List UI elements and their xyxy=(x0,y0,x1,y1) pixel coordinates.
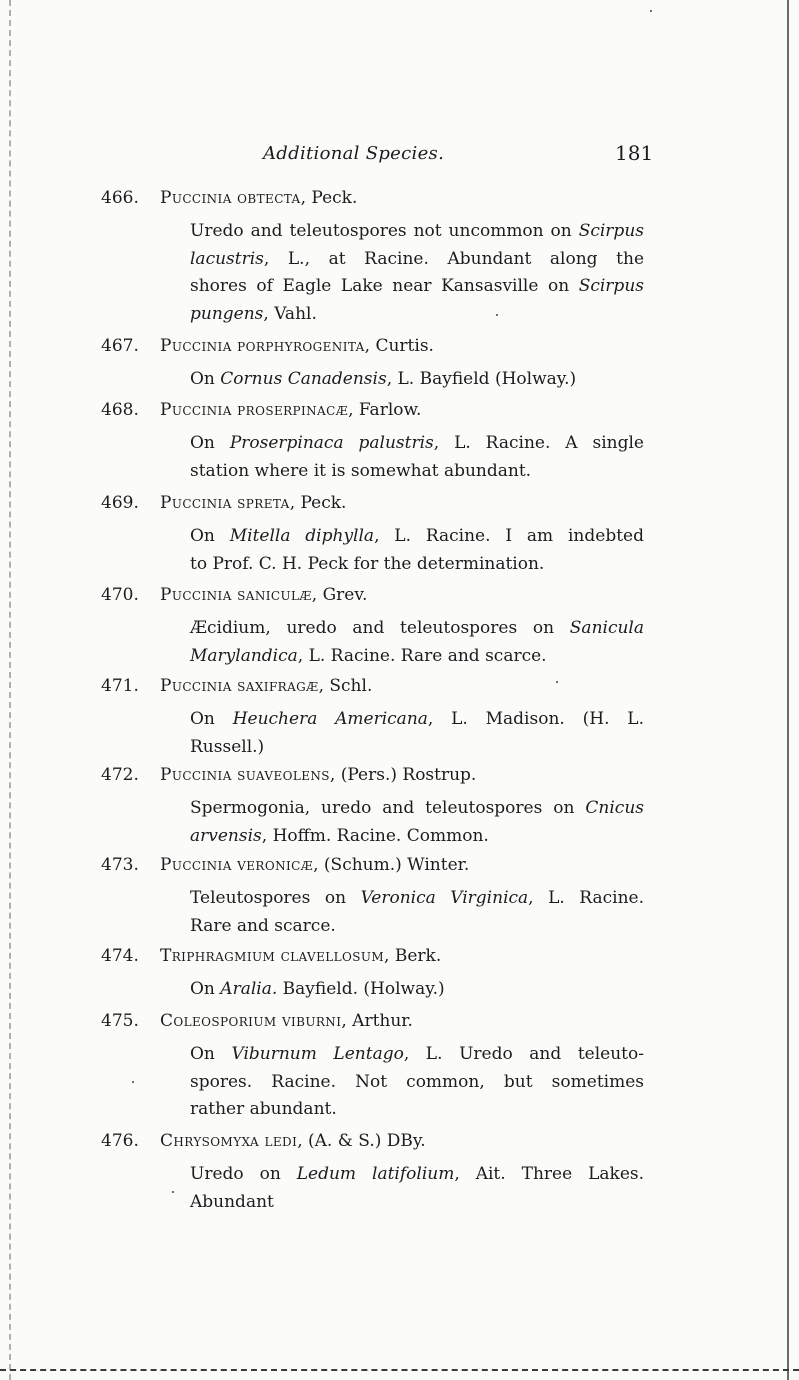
entry-description xyxy=(190,1161,644,1216)
entry-number: 471. xyxy=(101,676,139,696)
entry-number: 474. xyxy=(101,946,139,966)
species-epithet: spreta xyxy=(237,493,290,513)
species-name xyxy=(160,493,346,513)
species-name xyxy=(160,336,434,356)
page-number: 181 xyxy=(615,141,654,165)
authority: , Berk. xyxy=(384,946,442,966)
description-line xyxy=(190,458,644,486)
description-text: , L. Racine. I am indebted xyxy=(374,526,644,546)
species-epithet: suaveolens xyxy=(237,765,330,785)
description-line xyxy=(190,366,644,394)
description-text: Russell.) xyxy=(190,736,265,757)
entry-description xyxy=(190,615,644,670)
species-name xyxy=(160,1131,426,1151)
description-text: On xyxy=(190,526,230,546)
taxon-text: Cornus Canadensis xyxy=(220,369,387,389)
entry-number: 473. xyxy=(101,855,139,875)
taxon-text: lacustris xyxy=(190,248,264,269)
description-text: , Ait. Three Lakes. xyxy=(454,1164,645,1184)
genus-name: Puccinia xyxy=(160,493,232,513)
description-text: , L. Uredo and teleuto- xyxy=(403,1044,644,1064)
description-text: Abundant xyxy=(190,1191,274,1212)
description-text: shores of Eagle Lake near Kansasville on xyxy=(190,276,579,296)
description-text: Uredo and teleutospores not uncommon on xyxy=(190,221,579,241)
description-text: Rare and scarce. xyxy=(190,915,336,936)
species-name xyxy=(160,400,421,420)
taxon-text: Ledum latifolium xyxy=(296,1164,455,1184)
entry-number: 466. xyxy=(101,188,139,208)
authority: , Peck. xyxy=(289,493,347,513)
description-text: to Prof. C. H. Peck for the determination. xyxy=(190,553,545,574)
taxon-text: Viburnum Lentago xyxy=(231,1044,404,1064)
description-line xyxy=(190,218,644,246)
description-text: On xyxy=(190,1044,232,1064)
description-line xyxy=(190,795,644,823)
species-name xyxy=(160,1011,413,1031)
description-line xyxy=(190,1041,644,1069)
authority: , (Pers.) Rostrup. xyxy=(329,765,477,785)
entry-description xyxy=(190,885,644,940)
entry-description xyxy=(190,795,644,850)
page-header xyxy=(0,141,799,169)
taxon-text: Veronica Virginica xyxy=(360,888,529,908)
description-text: Æcidium, uredo and teleutospores on xyxy=(190,618,570,638)
description-text: , L., at Racine. Abundant along the xyxy=(263,248,644,269)
description-text: , Vahl. xyxy=(263,303,317,324)
species-epithet: viburni xyxy=(281,1011,342,1031)
taxon-text: Heuchera Americana xyxy=(232,709,428,729)
species-name xyxy=(160,765,476,785)
description-line xyxy=(190,913,644,941)
taxon-text: Aralia. xyxy=(220,979,278,999)
species-name xyxy=(160,855,469,875)
authority: , Curtis. xyxy=(364,336,434,356)
description-text: rather abundant. xyxy=(190,1099,337,1119)
species-epithet: proserpinacæ xyxy=(237,400,349,420)
entry-description xyxy=(190,218,644,328)
description-line xyxy=(190,246,644,274)
description-text: On xyxy=(190,709,233,729)
authority: , Arthur. xyxy=(341,1011,413,1031)
print-speck xyxy=(650,10,652,12)
entry-number: 469. xyxy=(101,493,139,513)
description-text: On xyxy=(190,979,221,999)
description-line xyxy=(190,1096,644,1124)
species-name xyxy=(160,946,441,966)
taxon-text: Sanicula xyxy=(569,618,644,638)
description-line xyxy=(190,615,644,643)
description-line xyxy=(190,1189,644,1217)
species-epithet: saxifragæ xyxy=(237,676,319,696)
print-speck xyxy=(172,1191,174,1193)
genus-name: Puccinia xyxy=(160,765,232,785)
description-line xyxy=(190,551,644,579)
description-text: Uredo on xyxy=(190,1164,297,1184)
species-epithet: porphyrogenita xyxy=(237,336,365,356)
entry-description xyxy=(190,1041,644,1124)
description-text: , L. Racine. A single xyxy=(433,433,644,453)
print-speck xyxy=(556,681,558,683)
genus-name: Puccinia xyxy=(160,855,232,875)
authority: , (A. & S.) DBy. xyxy=(297,1131,426,1151)
print-speck xyxy=(132,1081,134,1083)
taxon-text: Scirpus xyxy=(578,221,644,241)
description-line xyxy=(190,273,644,301)
scan-edge-bottom xyxy=(0,1369,799,1371)
authority: , Farlow. xyxy=(348,400,422,420)
taxon-text: Cnicus xyxy=(585,798,644,818)
entry-number: 476. xyxy=(101,1131,139,1151)
scan-edge-right xyxy=(787,0,789,1380)
authority: , Schl. xyxy=(318,676,373,696)
description-line xyxy=(190,523,644,551)
species-name xyxy=(160,676,372,696)
description-line xyxy=(190,1161,644,1189)
taxon-text: Proserpinaca palustris xyxy=(229,433,434,453)
scan-edge-left xyxy=(9,0,11,1380)
description-line xyxy=(190,976,644,1004)
description-line xyxy=(190,706,644,734)
description-line xyxy=(190,734,644,762)
species-epithet: saniculæ xyxy=(237,585,312,605)
taxon-text: pungens xyxy=(190,303,264,324)
species-epithet: obtecta xyxy=(237,188,301,208)
entry-description xyxy=(190,976,644,1004)
species-epithet: ledi xyxy=(264,1131,298,1151)
taxon-text: arvensis xyxy=(190,825,262,846)
species-name xyxy=(160,585,367,605)
description-text: , L. Racine. Rare and scarce. xyxy=(297,645,547,666)
description-line xyxy=(190,823,644,851)
taxon-text: Marylandica xyxy=(190,645,298,666)
entry-number: 467. xyxy=(101,336,139,356)
description-text: , L. Madison. (H. L. xyxy=(427,709,644,729)
description-text: On xyxy=(190,369,221,389)
taxon-text: Scirpus xyxy=(578,276,644,296)
species-epithet: veronicæ xyxy=(237,855,314,875)
entry-description xyxy=(190,430,644,485)
description-text: station where it is somewhat abundant. xyxy=(190,460,532,481)
authority: , (Schum.) Winter. xyxy=(313,855,470,875)
entry-description xyxy=(190,706,644,761)
description-text: spores. Racine. Not common, but sometimes xyxy=(190,1071,644,1092)
description-text: Teleutospores on xyxy=(190,888,361,908)
entry-number: 470. xyxy=(101,585,139,605)
genus-name: Triphragmium xyxy=(160,946,276,966)
genus-name: Puccinia xyxy=(160,336,232,356)
description-text: , Hoffm. Racine. Common. xyxy=(261,825,489,846)
description-line xyxy=(190,301,644,329)
entry-description xyxy=(190,523,644,578)
entry-description xyxy=(190,366,644,394)
authority: , Grev. xyxy=(311,585,368,605)
description-text: , L. Racine. xyxy=(528,888,644,908)
description-line xyxy=(190,885,644,913)
description-text: , L. Bayfield (Holway.) xyxy=(386,369,577,389)
genus-name: Puccinia xyxy=(160,676,232,696)
description-line xyxy=(190,430,644,458)
description-line xyxy=(190,643,644,671)
running-head: Additional Species. xyxy=(263,143,445,164)
authority: , Peck. xyxy=(300,188,358,208)
entry-number: 472. xyxy=(101,765,139,785)
genus-name: Puccinia xyxy=(160,400,232,420)
species-name xyxy=(160,188,357,208)
entry-number: 475. xyxy=(101,1011,139,1031)
genus-name: Coleosporium xyxy=(160,1011,277,1031)
species-epithet: clavellosum xyxy=(280,946,385,966)
description-line xyxy=(190,1069,644,1097)
description-text: Spermogonia, uredo and teleutospores on xyxy=(190,798,586,818)
genus-name: Puccinia xyxy=(160,188,232,208)
genus-name: Chrysomyxa xyxy=(160,1131,260,1151)
taxon-text: Mitella diphylla xyxy=(229,526,375,546)
genus-name: Puccinia xyxy=(160,585,232,605)
entry-number: 468. xyxy=(101,400,139,420)
description-text: Bayfield. (Holway.) xyxy=(277,979,445,999)
description-text: On xyxy=(190,433,230,453)
